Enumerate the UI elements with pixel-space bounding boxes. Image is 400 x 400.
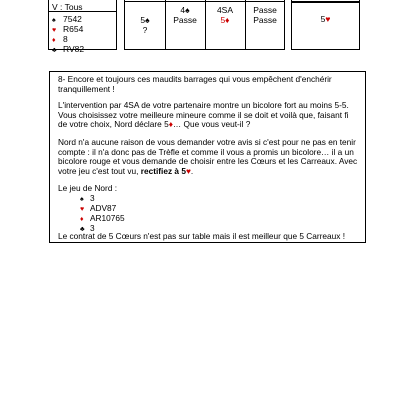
answer-box [291, 0, 360, 50]
text-line [58, 167, 359, 177]
text-fragment: votre jeu c'est tout vu, [58, 165, 141, 176]
hand-cards: R654 [63, 24, 84, 34]
text-line: L'intervention par 4SA de votre partenaire montre un bicolore fort au moins 5-5. [58, 100, 349, 110]
heart-icon: ♥ [325, 14, 331, 24]
divider [49, 11, 116, 12]
text-line: Vous choisissez votre meilleure mineure comme il se doit et voilà que, faisant fi [58, 109, 349, 120]
bid-cell: Passe [173, 15, 197, 25]
hand-cards: 8 [63, 34, 68, 44]
text-line [58, 120, 359, 130]
text-fragment: . [190, 165, 194, 176]
bid-cell: 5♠ [140, 15, 150, 25]
text-line: bicolore rouge et vous demande de choisir entre les Cœurs et les Carreaux. Avec [58, 156, 358, 167]
vulnerability-label: V : Tous [52, 2, 83, 12]
north-cards: 3 [90, 193, 95, 203]
bidding-header [205, 0, 245, 1]
club-icon: ♣ [80, 226, 85, 233]
diamond-icon: ♦ [80, 216, 84, 223]
bidding-header [125, 0, 165, 1]
answer-level: 5 [320, 14, 326, 24]
hand-row-spades [52, 14, 82, 24]
explanation-panel [49, 71, 366, 243]
hand-cards: RV82 [63, 44, 85, 54]
hand-row-clubs [52, 44, 84, 54]
analysis-paragraph [58, 101, 359, 130]
diamond-icon: ♦ [52, 37, 56, 44]
hand-diagram [48, 0, 117, 54]
hand-row-hearts [52, 24, 83, 34]
text-line: Nord n'a aucune raison de vous demander votre avis si c'est pour ne pas en tenir [58, 137, 356, 147]
hand-cards: 7542 [63, 14, 82, 24]
north-cards: ADV87 [90, 203, 117, 213]
spade-icon: ♠ [80, 196, 84, 203]
intro-paragraph [58, 75, 359, 94]
north-hand-title: Le jeu de Nord : [58, 183, 118, 193]
north-cards: AR10765 [90, 213, 125, 223]
text-fragment: … Que vous veut-il ? [172, 119, 251, 130]
bid-cell: Passe [253, 5, 277, 15]
bidding-header [165, 0, 205, 1]
diamond-icon: ♦ [168, 119, 173, 130]
text-line: tranquillement ! [58, 83, 115, 94]
bid-cell: 4SA [216, 5, 234, 15]
spade-icon: ♠ [52, 17, 56, 24]
text-fragment: de votre choix, Nord déclare 5 [58, 119, 169, 130]
bid-cell: ? [142, 25, 148, 35]
reasoning-paragraph [58, 138, 359, 176]
conclusion-text: Le contrat de 5 Cœurs n'est pas sur table mais il est meilleur que 5 Carreaux ! [58, 231, 346, 241]
text-line: compte : il n'a donc pas de Trèfle et comme il vous a promis un bicolore… il a un [58, 146, 354, 157]
hand-row-diamonds [52, 34, 68, 44]
bidding-header [245, 0, 285, 1]
north-row-diamonds [80, 214, 125, 224]
answer-bid [292, 14, 359, 24]
answer-emphasis: rectifiez à 5 [140, 165, 186, 176]
heart-icon: ♥ [185, 165, 191, 176]
heart-icon: ♥ [52, 27, 57, 34]
bid-cell: 5♦ [220, 15, 230, 25]
club-icon: ♣ [52, 47, 57, 54]
bidding-table [124, 0, 285, 50]
text-line: 8- Encore et toujours ces maudits barrages qui vous empêchent d'enchérir [58, 74, 332, 84]
divider [292, 1, 359, 3]
bid-cell: Passe [253, 15, 277, 25]
bid-cell: 4♠ [180, 5, 190, 15]
north-cards: 3 [90, 223, 95, 233]
heart-icon: ♥ [80, 206, 85, 213]
